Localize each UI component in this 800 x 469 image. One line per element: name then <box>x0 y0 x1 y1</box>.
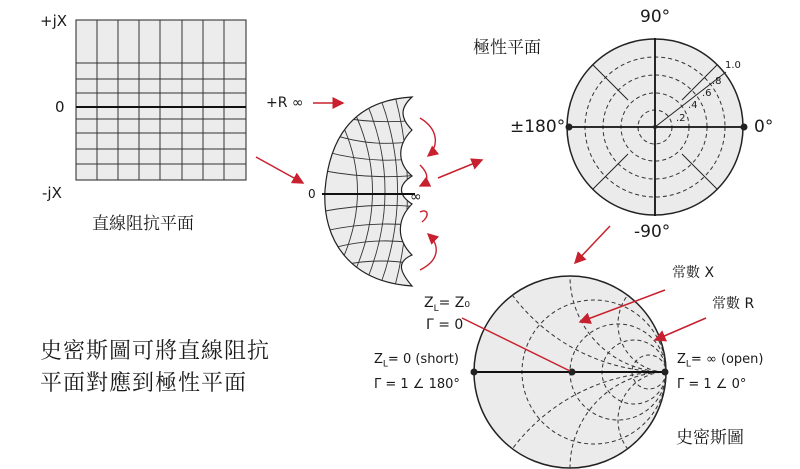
arrow-polar-to-smith <box>575 226 610 263</box>
rect-plane-caption: 直線阻抗平面 <box>92 214 194 234</box>
constant-r-label: 常數 R <box>712 296 755 312</box>
radius-label-02: .2 <box>676 113 686 124</box>
arrow-mapping-to-polar <box>438 160 482 178</box>
plus-r-infinity-label: +R ∞ <box>266 95 304 111</box>
polar-plane-title: 極性平面 <box>473 38 541 58</box>
short-impedance-label: $Z_L= 0$ (short) <box>374 352 459 370</box>
polar-plane <box>566 38 748 216</box>
angle-0-label: 0° <box>754 117 774 137</box>
open-impedance-label: $Z_L=$ ∞ (open) <box>677 352 764 370</box>
rectangular-grid <box>76 20 246 180</box>
mapping-zero-label: 0 <box>308 187 316 201</box>
open-gamma-label: Γ = 1 ∠ 0° <box>677 377 747 392</box>
angle-90-label: 90° <box>640 7 671 27</box>
y-axis-top-label: +jX <box>40 12 68 30</box>
short-gamma-label: Γ = 1 ∠ 180° <box>374 377 460 392</box>
radius-label-1: 1.0 <box>725 60 741 71</box>
radius-label-06: .6 <box>702 88 712 99</box>
constant-x-label: 常數 X <box>672 265 715 281</box>
radius-label-08: .8 <box>712 76 722 87</box>
center-gamma-label: Γ = 0 <box>426 317 464 333</box>
y-axis-bottom-label: -jX <box>42 184 62 202</box>
center-impedance-label: $Z_L= Z_0$ <box>424 295 470 314</box>
mapping-infinity-label: ∞ <box>410 189 422 205</box>
y-axis-zero-label: 0 <box>55 98 65 116</box>
mapping-note <box>40 336 270 400</box>
arrow-rect-to-mapping <box>256 157 303 183</box>
mapping-note-line2: 平面對應到極性平面 <box>40 370 248 396</box>
smith-chart-title: 史密斯圖 <box>676 428 744 448</box>
angle-180-label: ±180° <box>510 117 566 137</box>
radius-label-04: .4 <box>688 100 698 111</box>
angle-minus90-label: -90° <box>634 222 671 242</box>
mapping-note-line1: 史密斯圖可將直線阻抗 <box>40 339 271 364</box>
